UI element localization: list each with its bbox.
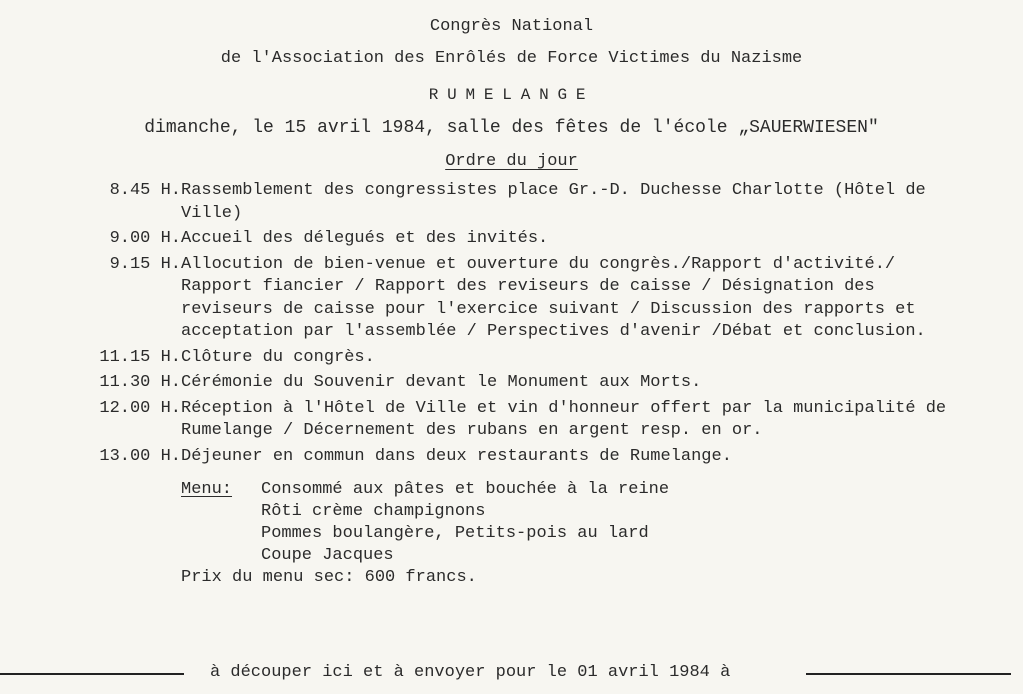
menu-item: Pommes boulangère, Petits-pois au lard bbox=[261, 524, 649, 543]
agenda-item bbox=[78, 228, 1008, 251]
menu-item: Rôti crème champignons bbox=[261, 502, 486, 521]
agenda-text: Clôture du congrès. bbox=[181, 347, 375, 367]
cut-instruction: à découper ici et à envoyer pour le 01 avril 1984 à bbox=[210, 663, 731, 682]
agenda-text: Cérémonie du Souvenir devant le Monument aux Morts. bbox=[181, 373, 702, 392]
agenda-time: 12.00 H. bbox=[99, 398, 181, 418]
agenda-item bbox=[78, 398, 1008, 443]
menu-items bbox=[261, 479, 941, 567]
agenda-time: 13.00 H. bbox=[99, 446, 181, 466]
agenda-time: 8.45 H. bbox=[109, 181, 181, 200]
menu-item: Consommé aux pâtes et bouchée à la reine bbox=[261, 480, 670, 499]
agenda-time: 11.30 H. bbox=[99, 373, 181, 392]
agenda-text: Rassemblement des congressistes place Gr.-D. Duchesse Charlotte (Hôtel de Ville) bbox=[181, 181, 926, 223]
agenda-text: Réception à l'Hôtel de Ville et vin d'honneur offert par la municipalité de Rumelange / Décernement des rubans en argent resp. en or. bbox=[181, 398, 947, 440]
event-date-location: dimanche, le 15 avril 1984, salle des fêtes de l'école „SAUERWIESEN" bbox=[144, 118, 879, 138]
agenda-time: 11.15 H. bbox=[99, 347, 181, 367]
agenda-item bbox=[78, 347, 1008, 370]
menu-label: Menu: bbox=[181, 480, 233, 499]
agenda-text: Déjeuner en commun dans deux restaurants de Rumelange. bbox=[181, 446, 732, 466]
agenda-text: Allocution de bien-venue et ouverture du congrès./Rapport d'activité./ Rapport fiancier / Rapport des reviseurs de caisse / Désignation des reviseurs de caisse pour l'exercice suivant / Discussion des rapports et acceptation par l'assemblée / Perspectives d'avenir /Débat et conclusion. bbox=[181, 254, 926, 341]
agenda-item bbox=[78, 372, 1008, 395]
agenda-heading: Ordre du jour bbox=[445, 152, 578, 171]
cut-line-right bbox=[806, 673, 1011, 675]
agenda-time: 9.00 H. bbox=[109, 229, 181, 248]
menu-row bbox=[181, 479, 941, 567]
agenda-time: 9.15 H. bbox=[109, 254, 181, 274]
menu-price: Prix du menu sec: 600 francs. bbox=[181, 568, 477, 587]
cut-line-left bbox=[0, 673, 184, 675]
agenda-item bbox=[78, 446, 1008, 469]
agenda-text: Accueil des délegués et des invités. bbox=[181, 229, 549, 248]
agenda-list bbox=[78, 180, 1008, 471]
agenda-item bbox=[78, 254, 1008, 344]
city-name: RUMELANGE bbox=[428, 86, 595, 104]
menu-block bbox=[181, 479, 941, 589]
association-name: de l'Association des Enrôlés de Force Victimes du Nazisme bbox=[220, 49, 803, 68]
congress-title: Congrès National bbox=[429, 17, 594, 36]
cut-line bbox=[0, 662, 1023, 682]
agenda-item bbox=[78, 180, 1008, 225]
menu-item: Coupe Jacques bbox=[261, 546, 394, 565]
